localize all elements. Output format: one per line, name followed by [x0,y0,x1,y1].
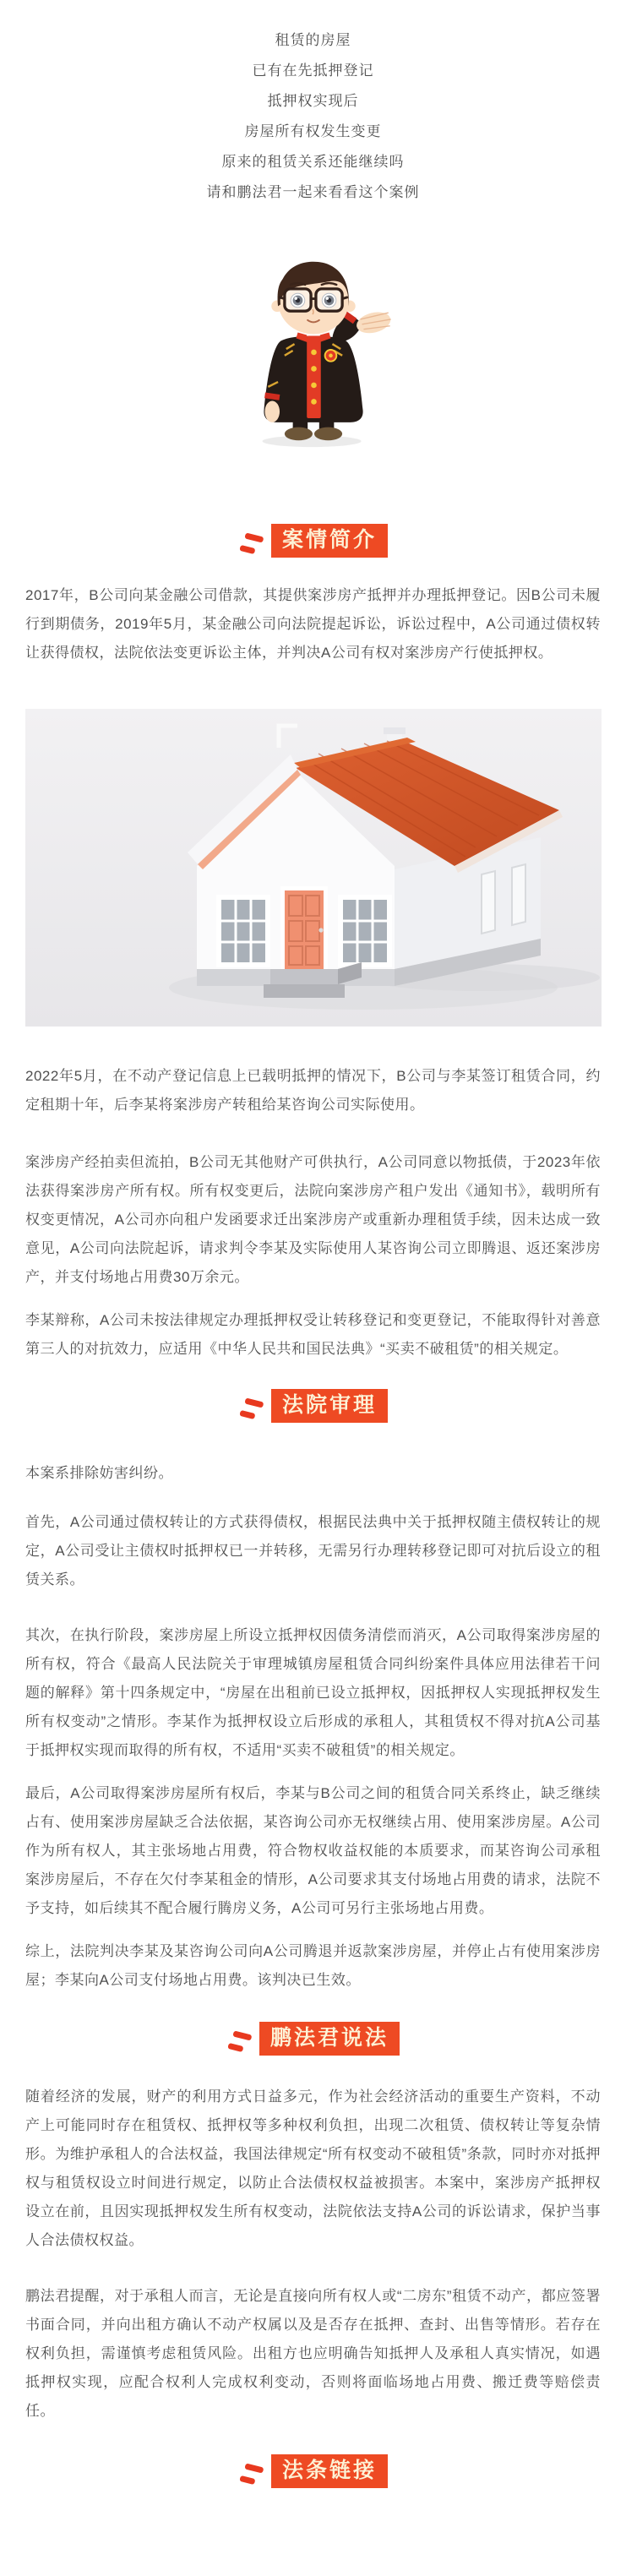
section-header-judge-commentary [226,2022,400,2056]
section-title: 鹏法君说法 [259,2022,400,2056]
paragraph: 2017年，B公司向某金融公司借款，其提供案涉房产抵押并办理抵押登记。因B公司未履行到期债务，2019年5月，某金融公司向法院提起诉讼，诉讼过程中，A公司通过债权转让获得债权，法院依法变更诉讼主体，并判决A公司有权对案涉房产行使抵押权。 [25,587,601,661]
paragraph: 首先，A公司通过债权转让的方式获得债权，根据民法典中关于抵押权随主债权转让的规定，A公司受让主债权时抵押权已一并转移，无需另行办理转移登记即可对抗后设立的租赁关系。 [25,1514,601,1588]
section-header-case-summary [238,524,388,558]
section-title: 法院审理 [271,1389,388,1423]
double-dash-icon [238,531,265,559]
double-dash-icon [238,1396,265,1424]
paragraph: 2022年5月，在不动产登记信息上已载明抵押的情况下，B公司与李某签订租赁合同，约定租期十年，后李某将案涉房产转租给某咨询公司实际使用。 [25,1068,601,1113]
paragraph: 鹏法君提醒，对于承租人而言，无论是直接向所有权人或“二房东”租赁不动产，都应签署书面合同，并向出租方确认不动产权属以及是否存在抵押、查封、出售等情形。若存在权利负担，需谨慎考虑租赁风险。出租方也应明确告知抵押人及承租人真实情况，如遇抵押权实现，应配合权利人完成权利变动，否则将面临场地占用费、搬迁费等赔偿责任。 [25,2288,601,2419]
intro-line: 请和鹏法君一起来看看这个案例 [206,184,420,200]
section-title: 案情简介 [271,524,388,558]
paragraph: 案涉房产经拍卖但流拍，B公司无其他财产可供执行，A公司同意以物抵债，于2023年依法获得案涉房产所有权。所有权变更后，法院向案涉房产租户发出《通知书》，载明所有权变更情况，A公司亦向租户发函要求迁出案涉房产或重新办理租赁手续，因未达成一致意见，A公司向法院起诉，请求判令李某及实际使用人某咨询公司立即腾退、返还案涉房产，并支付场地占用费30万余元。 [25,1154,601,1285]
judge-mascot-illustration[interactable] [225,252,402,449]
section-header-court-hearing [238,1389,388,1423]
paragraph: 随着经济的发展，财产的利用方式日益多元，作为社会经济活动的重要生产资料，不动产上可能同时存在租赁权、抵押权等多种权利负担，出现二次租赁、债权转让等复杂情形。为维护承租人的合法权益，我国法律规定“所有权变动不破租赁”条款，同时亦对抵押权与租赁权设立时间进行规定，以防止合法债权权益被损害。本案中，案涉房产抵押权设立在前，且因实现抵押权发生所有权变动，法院依法支持A公司的诉讼请求，保护当事人合法债权权益。 [25,2089,601,2248]
paragraph: 李某辩称，A公司未按法律规定办理抵押权受让转移登记和变更登记，不能取得针对善意第三人的对抗效力，应适用《中华人民共和国民法典》“买卖不破租赁”的相关规定。 [25,1312,601,1357]
double-dash-icon [226,2029,253,2057]
intro-line: 原来的租赁关系还能继续吗 [221,154,405,170]
section-title: 法条链接 [271,2454,388,2488]
paragraph: 本案系排除妨害纠纷。 [25,1465,173,1481]
house-3d-photo[interactable] [25,709,602,1027]
intro-line: 租赁的房屋 [275,32,351,48]
paragraph: 综上，法院判决李某及某咨询公司向A公司腾退并返款案涉房屋，并停止占有使用案涉房屋；李某向A公司支付场地占用费。该判决已生效。 [25,1943,601,1988]
intro-line: 已有在先抵押登记 [252,63,374,79]
intro-line: 房屋所有权发生变更 [244,123,382,139]
double-dash-icon [238,2461,265,2490]
paragraph: 其次，在执行阶段，案涉房屋上所设立抵押权因债务清偿而消灭，A公司取得案涉房屋的所有权，符合《最高人民法院关于审理城镇房屋租赁合同纠纷案件具体应用法律若干问题的解释》第十四条规定中，“房屋在出租前已设立抵押权，因抵押权人实现抵押权发生所有权变动”之情形。李某作为抵押权设立后形成的承租人，其租赁权不得对抗A公司基于抵押权实现而取得的所有权，不适用“买卖不破租赁”的相关规定。 [25,1627,601,1758]
intro-block [0,0,626,208]
intro-line: 抵押权实现后 [267,93,359,109]
paragraph: 最后，A公司取得案涉房屋所有权后，李某与B公司之间的租赁合同关系终止，缺乏继续占有、使用案涉房屋缺乏合法依据，某咨询公司亦无权继续占用、使用案涉房屋。A公司作为所有权人，其主张场地占用费，符合物权收益权能的本质要求，而某咨询公司承租案涉房屋后，不存在欠付李某租金的情形，A公司要求其支付场地占用费的请求，法院不予支持，如后续其不配合履行腾房义务，A公司可另行主张场地占用费。 [25,1785,601,1916]
section-header-legal-links [238,2454,388,2488]
